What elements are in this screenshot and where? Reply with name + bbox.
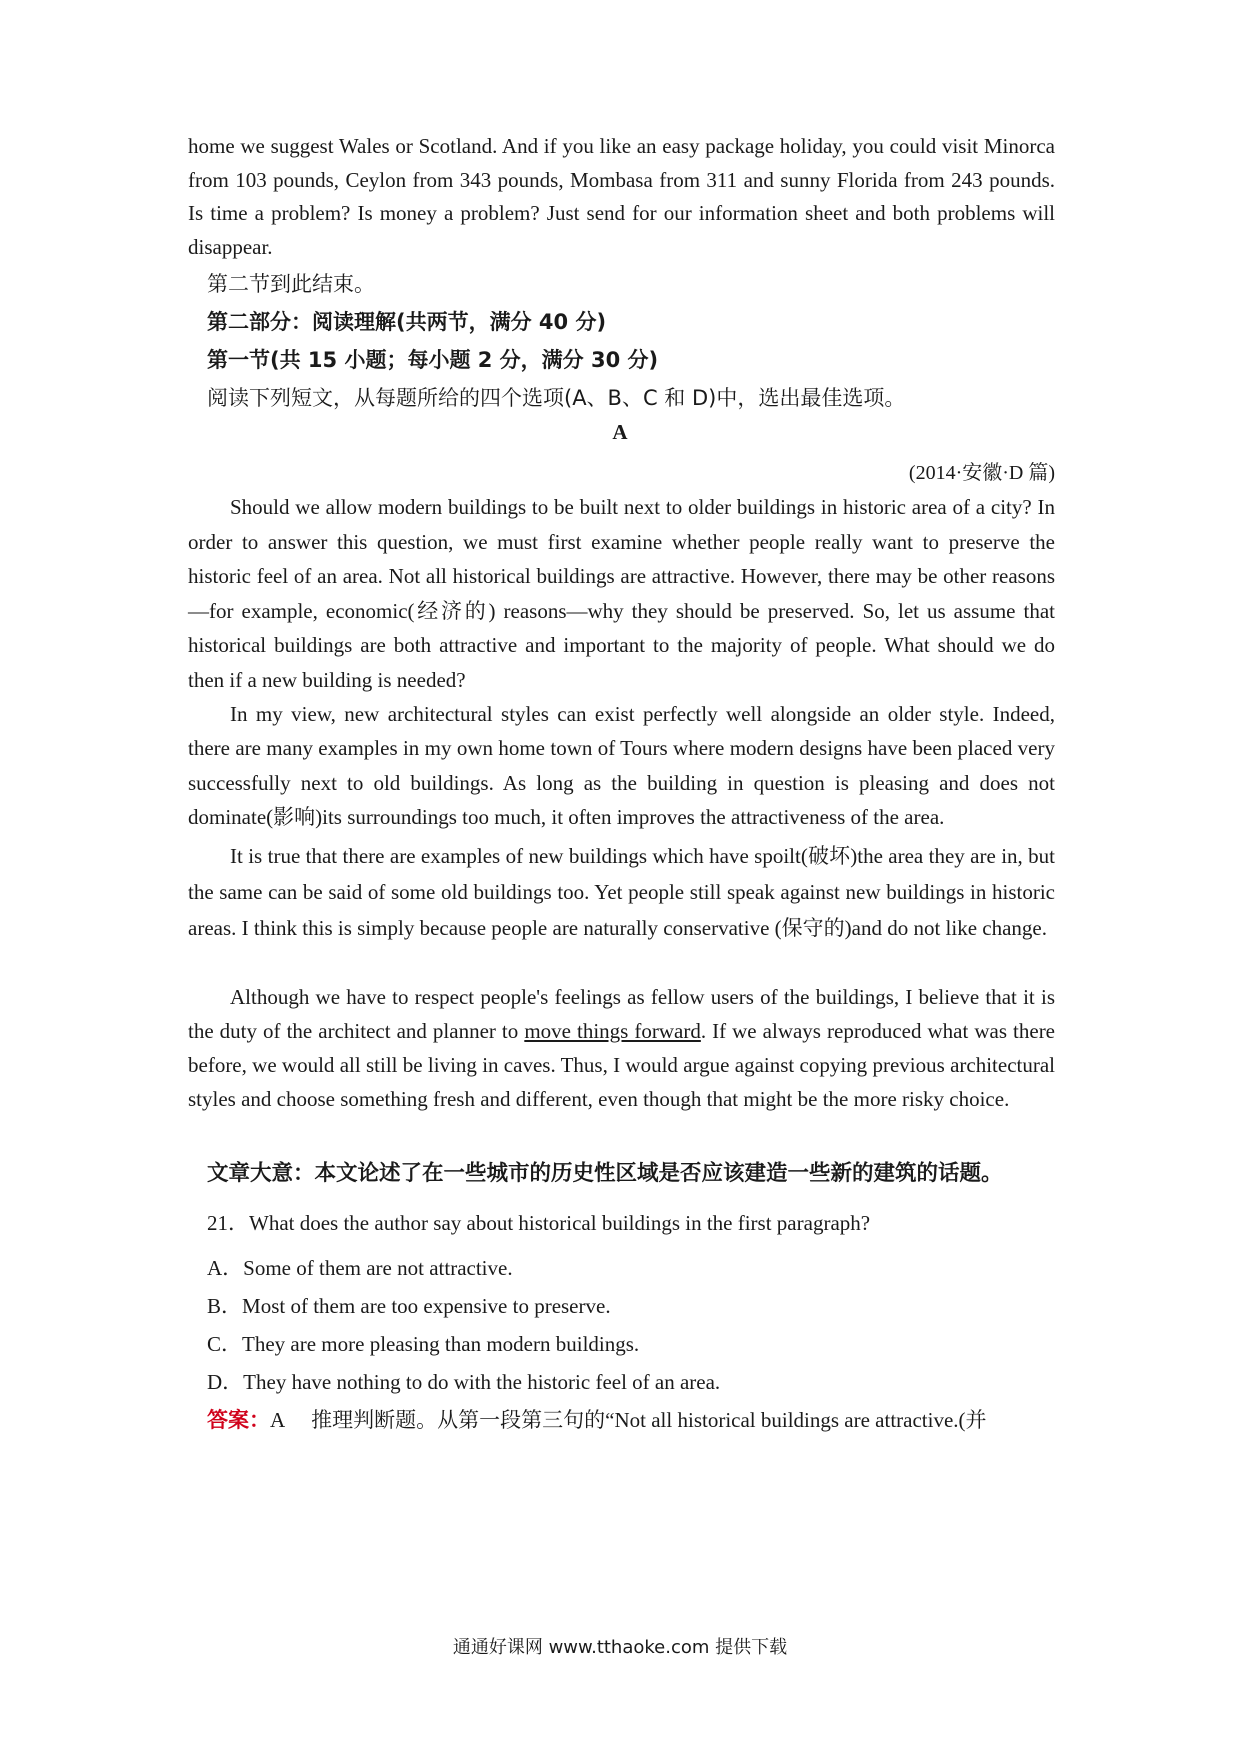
passage-paragraph-3: It is true that there are examples of new buildings which have spoilt(破坏)the area they are in, but the same can be said of some old buildings too. Yet people still speak against new buildings in historic areas. I think this is simply because people are naturally conservative (保守的)and do not like change.: [188, 844, 1055, 940]
underlined-phrase: move things forward: [524, 1019, 701, 1043]
answer-label: 答案：: [207, 1408, 270, 1432]
answer-line: [207, 1404, 987, 1434]
option-a: [207, 1252, 513, 1282]
paragraph-4-text-end: . If we always reproduced what was there before, we would all still be living in caves. Thus, I would argue against copying previous architectural styles and choose something fresh and different, even though that might be the more risky choice.: [188, 1019, 1056, 1111]
option-text: Some of them are not attractive.: [243, 1256, 513, 1280]
option-letter: D．: [207, 1370, 244, 1394]
option-letter: B．: [207, 1294, 243, 1318]
option-letter: C．: [207, 1332, 243, 1356]
section-title: 第一节(共 15 小题；每小题 2 分，满分 30 分): [207, 348, 659, 372]
passage-paragraph-4: [188, 980, 1055, 1116]
passage-paragraph-1: Should we allow modern buildings to be built next to older buildings in historic area of a city? In order to answer this question, we must first examine whether people really want to preserve the historic feel of an area. Not all historical buildings are attractive. However, there may be other reasons—for example, economic(经济的) reasons—why they should be preserved. So, let us assume that historical buildings are both attractive and important to the majority of people. What should we do then if a new building is needed?: [188, 495, 1055, 692]
option-text: They have nothing to do with the historic feel of an area.: [243, 1370, 721, 1394]
passage-paragraph-2: In my view, new architectural styles can exist perfectly well alongside an older style. Indeed, there are many examples in my own home town of Tours where modern designs have been placed very successfully next to old buildings. As long as the building in question is pleasing and does not dominate(影响)its surroundings too much, it often improves the attractiveness of the area.: [188, 702, 1055, 829]
answer-value: A: [270, 1408, 286, 1432]
page-footer: 通通好课网 www.tthaoke.com 提供下载: [452, 1637, 788, 1658]
question-number: 21．: [207, 1211, 249, 1235]
passage-source: (2014·安徽·D 篇): [908, 462, 1055, 484]
answer-explanation: 推理判断题。从第一段第三句的“Not all historical buildings are attractive.(并: [311, 1408, 987, 1432]
instructions: 阅读下列短文，从每题所给的四个选项(A、B、C 和 D)中，选出最佳选项。: [207, 386, 906, 410]
option-b: [207, 1290, 611, 1320]
option-d: [207, 1366, 720, 1396]
option-text: They are more pleasing than modern buildings.: [242, 1332, 640, 1356]
passage-letter: A: [612, 420, 628, 444]
option-text: Most of them are too expensive to preserve.: [242, 1294, 611, 1318]
section-end-note: 第二节到此结束。: [207, 272, 375, 296]
question-21: [207, 1207, 870, 1237]
question-text: What does the author say about historical buildings in the first paragraph?: [249, 1211, 871, 1235]
article-summary: 文章大意：本文论述了在一些城市的历史性区域是否应该建造一些新的建筑的话题。: [207, 1161, 1003, 1186]
part-title: 第二部分：阅读理解(共两节，满分 40 分): [207, 310, 607, 334]
intro-paragraph: home we suggest Wales or Scotland. And if you like an easy package holiday, you could visit Minorca from 103 pounds, Ceylon from 343 pounds, Mombasa from 311 and sunny Florida from 243 pounds. Is time a problem? Is money a problem? Just send for our information sheet and both problems will disappear.: [188, 134, 1055, 259]
option-letter: A．: [207, 1256, 244, 1280]
paragraph-4-text-start: Although we have to respect people's feelings as fellow users of the buildings, I believe that it is the duty of the architect and planner to: [188, 985, 1055, 1043]
option-c: [207, 1328, 639, 1358]
